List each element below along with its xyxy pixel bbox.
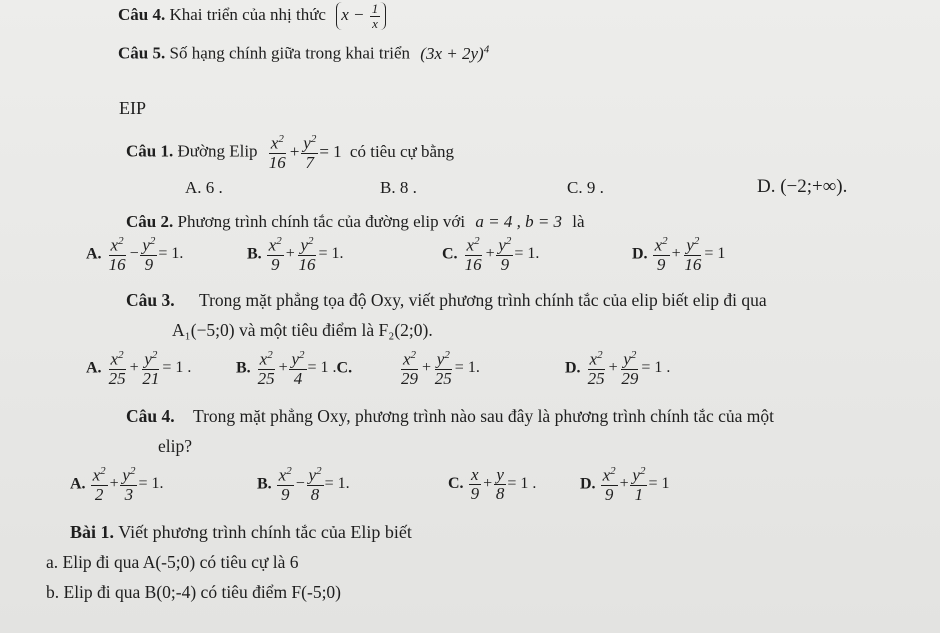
question-4-line2: elip? [158,436,193,456]
option-letter: B. [257,475,272,493]
question-label: Câu 3. [126,290,175,310]
question-label: Câu 5. [118,43,166,63]
option-letter: A. [70,475,86,493]
q4-option-b[interactable]: B. $\frac{x^2}{9}$ − $\frac{y^2}{8}$ = 1. [257,465,350,504]
option-letter: C. [442,245,458,263]
exercise-part-a: a. Elip đi qua A(-5;0) có tiêu cự là 6 [46,552,299,572]
question-label: Câu 4. [118,5,166,25]
q4-option-c[interactable]: C. $\frac{x}{9}$ + $\frac{y}{8}$ = 1 . [448,465,537,503]
option-letter: D. [580,475,596,493]
question-text: Khai triển của nhị thức [169,5,326,25]
exercise-text: Viết phương trình chính tắc của Elip biết [118,522,412,542]
option-d[interactable]: D. (−2;+∞). [757,176,848,197]
q3-option-b[interactable]: B. $\frac{x^2}{25}$ + $\frac{y^2}{4}$ = 1 .C. [236,349,353,388]
q2-option-b[interactable]: B. $\frac{x^2}{9}$ + $\frac{y^2}{16}$ = 1. [247,235,344,274]
exercise-1 [70,522,412,543]
question-tail: có tiêu cự bằng [349,141,455,161]
question-label: Câu 4. [126,406,175,426]
option-letter: A. [86,245,102,263]
q2-option-d[interactable]: D. $\frac{x^2}{9}$ + $\frac{y^2}{16}$ = 1 [632,235,726,274]
question-tail: là [572,212,585,231]
option-letter: A. [86,359,102,377]
q3-option-c[interactable]: $\frac{x^2}{29}$ + $\frac{y^2}{25}$ = 1. [401,349,480,388]
option-letter: D. [632,245,648,263]
option-b[interactable]: B. 8 . [380,178,417,197]
question-4 [126,406,774,427]
q2-option-a[interactable]: A. $\frac{x^2}{16}$ − $\frac{y^2}{9}$ = 1. [86,235,184,274]
question-3-line2: A₁(−5;0) và một tiêu điểm là F₂(2;0). [172,320,433,340]
q3-option-a[interactable]: A. $\frac{x^2}{25}$ + $\frac{y^2}{21}$ = 1 . [86,349,192,388]
question-text: Đường Elip [177,141,258,161]
math-expression: $\frac{x^2}{16}$ + $\frac{y^2}{7}$ = 1 [268,133,342,172]
question-text: Trong mặt phẳng tọa độ Oxy, viết phương trình chính tắc của elip biết elip đi qua [199,290,767,310]
math-expression: x − $\frac{1}{x}$ [336,2,386,30]
question-text: Trong mặt phẳng Oxy, phương trình nào sau đây là phương trình chính tắc của một [193,406,775,426]
condition: a = 4 , b = 3 [475,212,563,231]
question-3 [126,290,767,311]
question-binomial [118,2,386,30]
option-letter: B. [247,245,262,263]
exercise-part-b: b. Elip đi qua B(0;-4) có tiêu điểm F(-5;0) [46,582,342,602]
option-a[interactable]: A. 6 . [185,178,223,197]
section-heading: EIP [119,98,146,118]
question-2 [126,212,585,232]
q2-option-c[interactable]: C. $\frac{x^2}{16}$ + $\frac{y^2}{9}$ = 1. [442,235,540,274]
q3-option-d[interactable]: D. $\frac{x^2}{25}$ + $\frac{y^2}{29}$ = 1 . [565,349,671,388]
q4-option-a[interactable]: A. $\frac{x^2}{2}$ + $\frac{y^2}{3}$ = 1. [70,465,164,504]
question-label: Câu 2. [126,212,174,231]
q4-option-d[interactable]: D. $\frac{x^2}{9}$ + $\frac{y^2}{1}$ = 1 [580,465,670,504]
option-letter: C. [448,475,464,493]
exercise-label: Bài 1. [70,522,115,542]
question-1 [126,134,454,171]
question-middle-term [118,43,489,64]
option-letter: D. [565,359,581,377]
question-text: Phương trình chính tắc của đường elip với [177,212,466,231]
math-expression: $(3x + 2y)^4$ [420,43,490,63]
option-c[interactable]: C. 9 . [567,178,604,197]
question-text: Số hạng chính giữa trong khai triển [169,43,411,63]
question-label: Câu 1. [126,141,174,161]
